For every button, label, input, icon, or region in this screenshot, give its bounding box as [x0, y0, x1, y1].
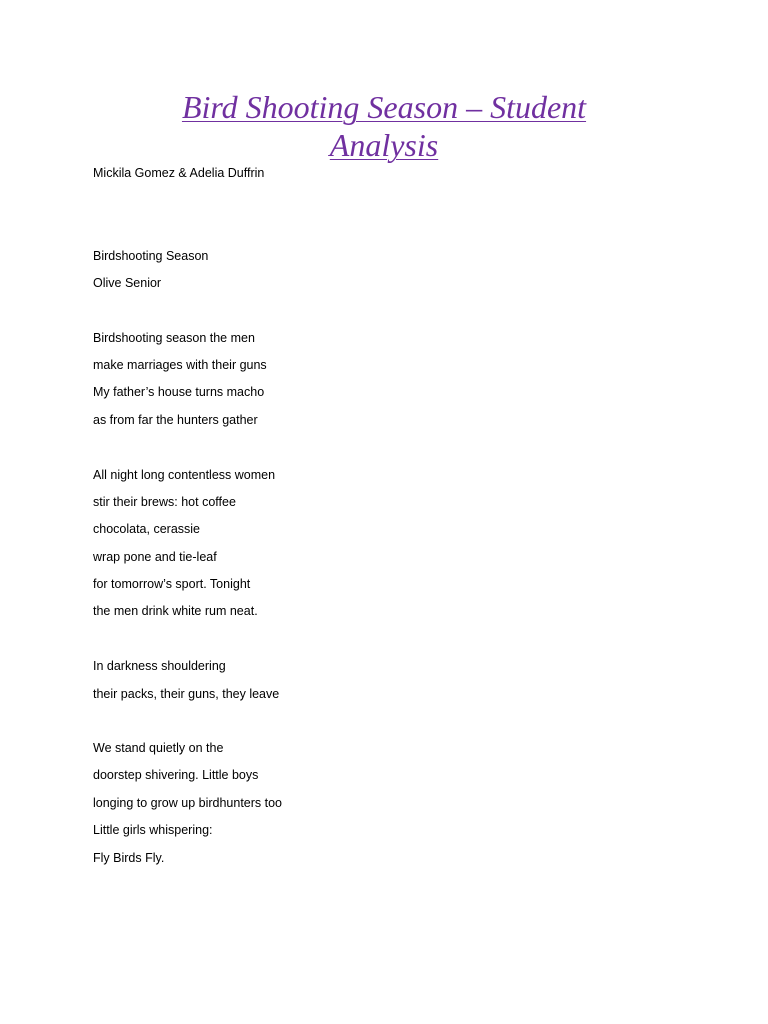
poem-line: Birdshooting season the men [93, 331, 255, 345]
poet-name: Olive Senior [93, 276, 162, 290]
poem-line: Fly Birds Fly. [93, 851, 165, 865]
poem-line: as from far the hunters gather [93, 413, 258, 427]
poem-line: make marriages with their guns [93, 358, 267, 372]
poem-line: for tomorrow’s sport. Tonight [93, 577, 251, 591]
authors-line: Mickila Gomez & Adelia Duffrin [93, 166, 265, 180]
poem-line: Little girls whispering: [93, 823, 213, 837]
poem-line: In darkness shouldering [93, 659, 226, 673]
poem-line: All night long contentless women [93, 468, 276, 482]
title-line-2: Analysis [329, 127, 439, 163]
poem-title: Birdshooting Season [93, 249, 209, 263]
poem-line: wrap pone and tie-leaf [93, 550, 217, 564]
poem-line: their packs, their guns, they leave [93, 687, 280, 701]
poem-line: the men drink white rum neat. [93, 604, 258, 618]
poem-line: My father’s house turns macho [93, 385, 265, 399]
poem-line: chocolata, cerassie [93, 522, 201, 536]
title-line-1: Bird Shooting Season – Student [181, 89, 587, 125]
poem-line: longing to grow up birdhunters too [93, 796, 283, 810]
poem-line: stir their brews: hot coffee [93, 495, 236, 509]
document-title [84, 88, 684, 164]
poem-line: doorstep shivering. Little boys [93, 768, 259, 782]
poem-line: We stand quietly on the [93, 741, 224, 755]
